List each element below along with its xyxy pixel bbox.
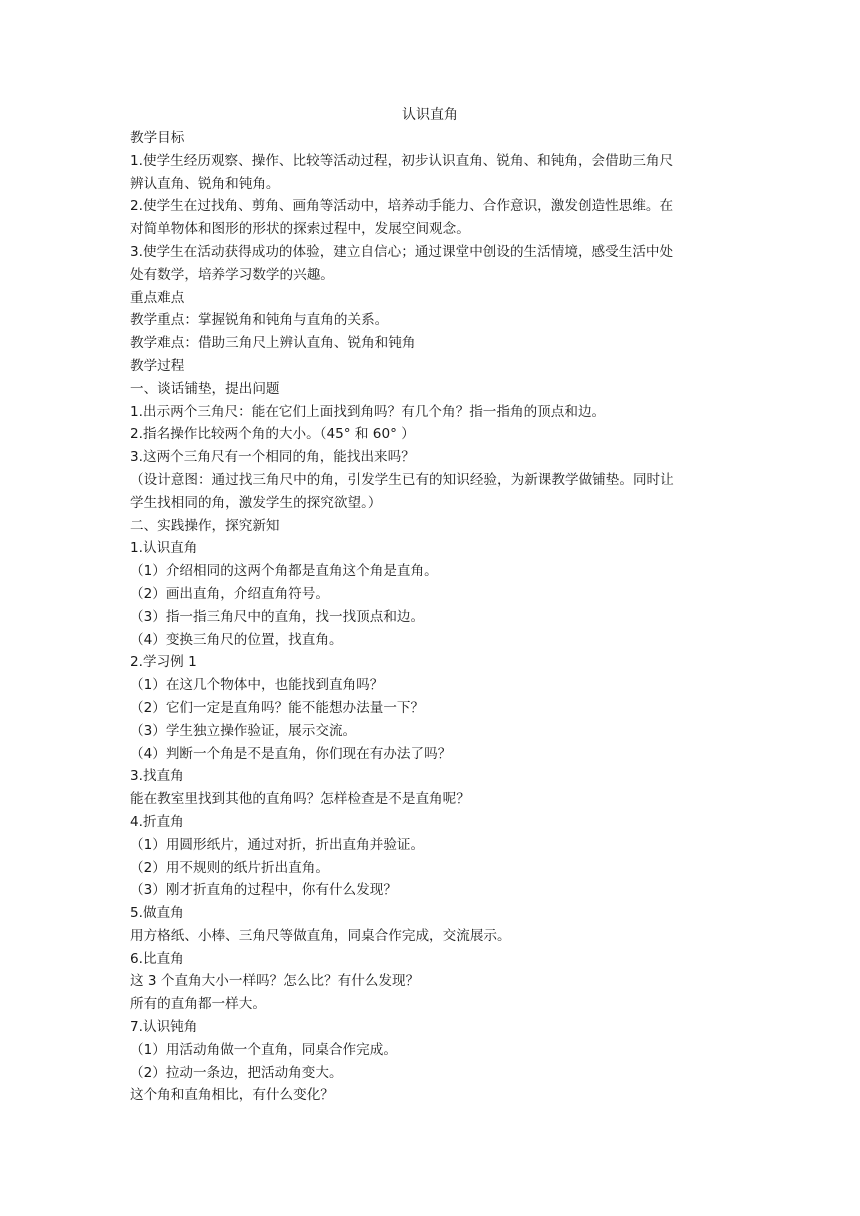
body-line: （1）用圆形纸片，通过对折，折出直角并验证。 <box>130 836 425 853</box>
body-line: （2）用不规则的纸片折出直角。 <box>130 859 329 876</box>
body-line: 这 3 个直角大小一样吗？怎么比？有什么发现？ <box>130 973 420 990</box>
body-line: 这个角和直角相比，有什么变化？ <box>130 1087 334 1104</box>
body-line: 学生找相同的角，激发学生的探究欲望。） <box>130 494 382 511</box>
body-line: （4）判断一个角是不是直角，你们现在有办法了吗？ <box>130 745 452 762</box>
body-line: （1）用活动角做一个直角，同桌合作完成。 <box>130 1041 397 1058</box>
body-line: （1）介绍相同的这两个角都是直角这个角是直角。 <box>130 563 438 580</box>
body-line: 能在教室里找到其他的直角吗？怎样检查是不是直角呢？ <box>130 791 470 808</box>
body-line: 重点难点 <box>130 289 185 306</box>
body-line: 教学难点：借助三角尺上辨认直角、锐角和钝角 <box>130 335 416 352</box>
body-line: （设计意图：通过找三角尺中的角，引发学生已有的知识经验，为新课教学做铺垫。同时让 <box>130 471 674 488</box>
body-line: 5.做直角 <box>130 905 184 922</box>
body-line: 辨认直角、锐角和钝角。 <box>130 175 280 192</box>
body-line: 用方格纸、小棒、三角尺等做直角，同桌合作完成，交流展示。 <box>130 927 511 944</box>
body-line: 处有数学，培养学习数学的兴趣。 <box>130 266 334 283</box>
body-line: （4）变换三角尺的位置，找直角。 <box>130 631 343 648</box>
body-line: 3.使学生在活动获得成功的体验，建立自信心；通过课堂中创设的生活情境，感受生活中处 <box>130 243 674 260</box>
body-line: 2.学习例 1 <box>130 654 197 671</box>
body-line: 2.指名操作比较两个角的大小。（45° 和 60° ） <box>130 426 415 443</box>
body-line: 2.使学生在过找角、剪角、画角等活动中，培养动手能力、合作意识，激发创造性思维。在 <box>130 198 674 215</box>
body-line: 教学过程 <box>130 357 185 374</box>
body-line: 1.认识直角 <box>130 540 198 557</box>
body-line: 教学目标 <box>130 130 185 146</box>
body-line: 二、实践操作，探究新知 <box>130 517 280 534</box>
body-line: 1.出示两个三角尺：能在它们上面找到角吗？有几个角？指一指角的顶点和边。 <box>130 403 606 420</box>
body-line: 一、谈话铺垫，提出问题 <box>130 380 280 397</box>
body-line: 对简单物体和图形的形状的探索过程中，发展空间观念。 <box>130 221 470 238</box>
body-line: （2）它们一定是直角吗？能不能想办法量一下？ <box>130 699 425 716</box>
body-line: 7.认识钝角 <box>130 1019 198 1036</box>
body-line: 1.使学生经历观察、操作、比较等活动过程，初步认识直角、锐角、和钝角，会借助三角尺 <box>130 152 674 169</box>
body-line: 4.折直角 <box>130 813 184 830</box>
document-body <box>130 127 735 1107</box>
body-line: （3）刚才折直角的过程中，你有什么发现？ <box>130 882 397 899</box>
body-line: （3）学生独立操作验证，展示交流。 <box>130 722 357 739</box>
body-line: （2）拉动一条边，把活动角变大。 <box>130 1064 343 1081</box>
body-line: （3）指一指三角尺中的直角，找一找顶点和边。 <box>130 608 425 625</box>
document-title: 认识直角 <box>402 107 458 123</box>
body-line: （2）画出直角，介绍直角符号。 <box>130 585 329 602</box>
body-line: 所有的直角都一样大。 <box>130 996 266 1013</box>
body-line: 3.这两个三角尺有一个相同的角，能找出来吗？ <box>130 449 415 466</box>
body-line: （1）在这几个物体中，也能找到直角吗？ <box>130 677 384 694</box>
body-line: 教学重点：掌握锐角和钝角与直角的关系。 <box>130 312 389 329</box>
body-line: 3.找直角 <box>130 768 184 785</box>
body-line: 6.比直角 <box>130 950 184 967</box>
